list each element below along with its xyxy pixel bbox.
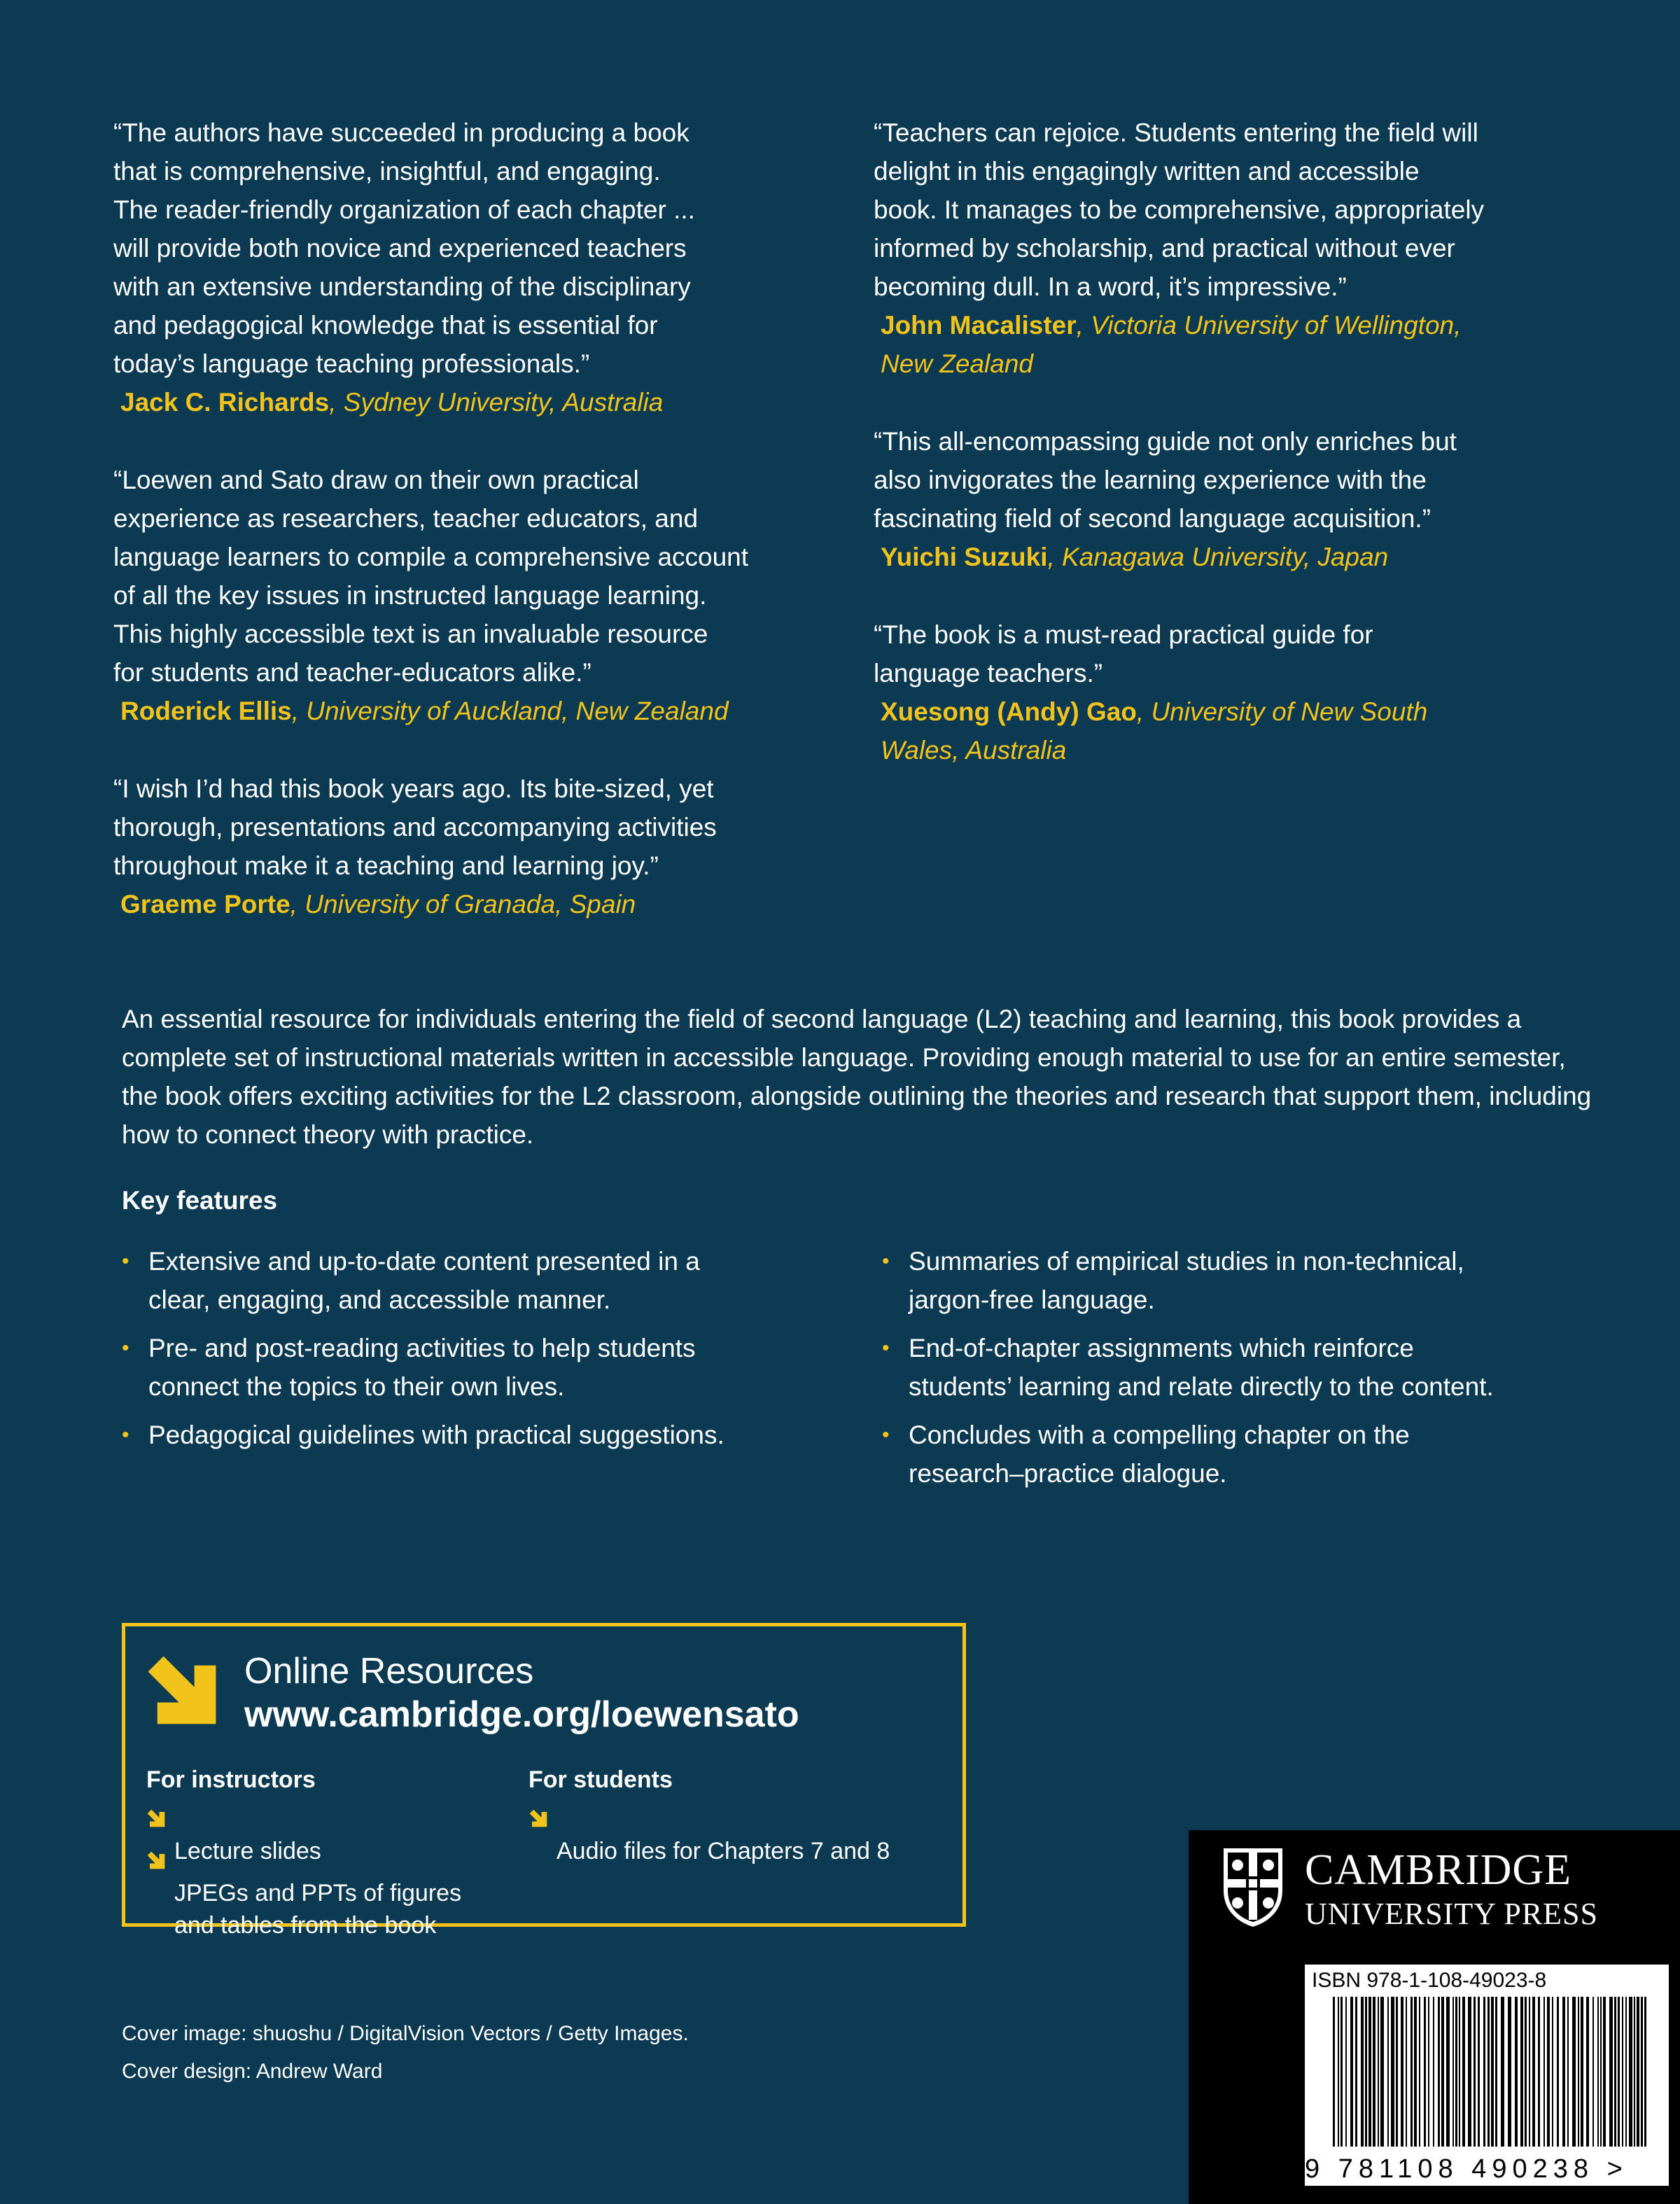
barcode-bar <box>1609 1997 1613 2147</box>
barcode-bar <box>1391 1997 1394 2147</box>
quote-author: Graeme Porte <box>120 890 290 919</box>
bullet-icon: • <box>122 1423 130 1446</box>
quote-suzuki <box>874 422 1651 576</box>
barcode-bars <box>1312 1997 1662 2147</box>
barcode-bar <box>1597 1997 1599 2147</box>
barcode-number: 9 781108 490238 > <box>1305 2154 1628 2184</box>
quote-affiliation: , University of New South Wales, Australia <box>881 697 1428 765</box>
barcode-bar <box>1508 1997 1511 2147</box>
barcode-bar <box>1491 1997 1494 2147</box>
students-heading: For students <box>528 1766 673 1793</box>
barcode-bar <box>1547 1997 1550 2147</box>
barcode-bar <box>1501 1997 1504 2147</box>
barcode-bar <box>1637 1997 1639 2147</box>
barcode-bar <box>1618 1997 1620 2147</box>
feature-item: • Concludes with a compelling chapter on the research–practice dialogue. <box>882 1416 1659 1493</box>
quotes-right-column <box>874 113 1651 809</box>
quote-text: “This all-encompassing guide not only enriches but also invigorates the learning experience with the fascinating field of second language acquisition.” <box>874 427 1457 533</box>
barcode-bar <box>1387 1997 1389 2147</box>
quotes-left-column <box>113 113 855 963</box>
barcode-bar <box>1414 1997 1417 2147</box>
feature-item: • Summaries of empirical studies in non-technical, jargon-free language. <box>882 1242 1659 1319</box>
quote-attribution <box>120 692 855 730</box>
quote-attribution <box>881 538 1651 576</box>
barcode-bar <box>1478 1997 1480 2147</box>
barcode-bar <box>1520 1997 1523 2147</box>
quote-gao <box>874 615 1651 769</box>
barcode-bar <box>1578 1997 1579 2147</box>
feature-item: • Pre- and post-reading activities to help students connect the topics to their own lives. <box>122 1329 864 1406</box>
arrow-down-right-icon <box>528 1808 548 1828</box>
publisher-name: CAMBRIDGE <box>1305 1846 1572 1894</box>
barcode-bar <box>1488 1997 1490 2147</box>
barcode-bar <box>1441 1997 1444 2147</box>
quote-affiliation: , Kanagawa University, Japan <box>1047 543 1389 571</box>
quote-author: Jack C. Richards <box>120 388 330 417</box>
quote-richards <box>113 113 855 421</box>
barcode-bar <box>1468 1997 1471 2147</box>
instructor-resource-item: JPEGs and PPTs of figures and tables from the book <box>146 1845 461 1941</box>
barcode-bar <box>1378 1997 1379 2147</box>
barcode-bar <box>1373 1997 1376 2147</box>
isbn-label: ISBN 978-1-108-49023-8 <box>1312 1969 1547 1992</box>
barcode-bar <box>1629 1997 1632 2147</box>
barcode-bar <box>1625 1997 1627 2147</box>
bullet-icon: • <box>122 1337 130 1360</box>
barcode-bar <box>1544 1997 1545 2147</box>
quote-text: “Teachers can rejoice. Students entering the field will delight in this engagingly written and accessible book. It manages to be comprehensive, appropriately informed by scholarship, and practical without ever becoming dull. In a word, it’s impressive.” <box>874 118 1485 301</box>
barcode-bar <box>1350 1997 1353 2147</box>
quote-attribution <box>881 692 1651 769</box>
quote-author: Yuichi Suzuki <box>881 543 1048 571</box>
barcode-bar <box>1586 1997 1589 2147</box>
barcode-bar <box>1361 1997 1364 2147</box>
quote-attribution <box>881 306 1651 383</box>
bullet-icon: • <box>882 1337 890 1360</box>
barcode-bar <box>1483 1997 1485 2147</box>
bullet-icon: • <box>882 1423 890 1446</box>
barcode-bar <box>1603 1997 1606 2147</box>
barcode-bar <box>1600 1997 1602 2147</box>
quote-author: Xuesong (Andy) Gao <box>881 697 1137 726</box>
arrow-down-right-icon <box>146 1808 166 1828</box>
quote-author: Roderick Ellis <box>120 697 292 725</box>
publisher-panel <box>1189 1830 1680 2204</box>
arrow-down-right-icon <box>146 1850 166 1870</box>
bullet-icon: • <box>882 1250 890 1273</box>
barcode-bar <box>1614 1997 1616 2147</box>
feature-item: • End-of-chapter assignments which reinforce students’ learning and relate directly to the content. <box>882 1329 1659 1406</box>
barcode-bar <box>1462 1997 1465 2147</box>
barcode-bar <box>1406 1997 1407 2147</box>
barcode-bar <box>1567 1997 1569 2147</box>
key-features-right <box>882 1242 1659 1502</box>
barcode-bar <box>1433 1997 1434 2147</box>
barcode-bar <box>1438 1997 1440 2147</box>
barcode-bar <box>1419 1997 1420 2147</box>
quote-affiliation: , University of Granada, Spain <box>290 890 636 919</box>
barcode-bar <box>1380 1997 1384 2147</box>
online-resources-url[interactable]: www.cambridge.org/loewensato <box>244 1694 799 1735</box>
quote-attribution <box>120 383 855 421</box>
cambridge-crest-icon <box>1221 1846 1285 1928</box>
barcode <box>1305 1965 1669 2186</box>
barcode-bar <box>1532 1997 1535 2147</box>
publisher-press: UNIVERSITY PRESS <box>1305 1897 1598 1931</box>
quote-attribution <box>120 885 855 923</box>
barcode-bar <box>1338 1997 1339 2147</box>
quote-text: “I wish I’d had this book years ago. Its bite-sized, yet thorough, presentations and accompanying activities throughout make it a teaching and learning joy.” <box>113 774 717 880</box>
barcode-bar <box>1368 1997 1371 2147</box>
barcode-bar <box>1428 1997 1429 2147</box>
barcode-bar <box>1355 1997 1357 2147</box>
barcode-bar <box>1333 1997 1335 2147</box>
barcode-bar <box>1525 1997 1527 2147</box>
quote-porte <box>113 769 855 923</box>
quote-author: John Macalister <box>881 311 1077 340</box>
cover-design-credit: Cover design: Andrew Ward <box>122 2060 383 2083</box>
barcode-bar <box>1552 1997 1553 2147</box>
barcode-bar <box>1622 1997 1623 2147</box>
barcode-bar <box>1515 1997 1518 2147</box>
quote-affiliation: , University of Auckland, New Zealand <box>291 697 729 725</box>
book-description: An essential resource for individuals entering the field of second language (L2) teaching and learning, this book provides a complete set of instructional materials written in accessible language. Providing enough material to use for an entire semester, the book offers exciting activities for the L2 classroom, alongside outlining the theories and research that support them, including how to connect theory with practice. <box>122 1005 1592 1149</box>
barcode-bar <box>1634 1997 1635 2147</box>
key-features-left <box>122 1242 864 1464</box>
barcode-bar <box>1459 1997 1460 2147</box>
barcode-bar <box>1644 1997 1646 2147</box>
barcode-bar <box>1452 1997 1454 2147</box>
quote-affiliation: , Victoria University of Wellington, New Zealand <box>881 311 1462 378</box>
barcode-bar <box>1529 1997 1530 2147</box>
feature-item: • Pedagogical guidelines with practical suggestions. <box>122 1416 864 1454</box>
key-features-heading: Key features <box>122 1186 278 1215</box>
quote-text: “The authors have succeeded in producing a book that is comprehensive, insightful, and engaging. The reader-friendly organization of each chapter ... will provide both novice and experienced teachers with an extensive understanding of the disciplinary and pedagogical knowledge that is essential for today’s language teaching professionals.” <box>113 118 695 378</box>
quote-affiliation: , Sydney University, Australia <box>329 388 664 417</box>
barcode-bar <box>1345 1997 1347 2147</box>
barcode-bar <box>1410 1997 1413 2147</box>
feature-item: • Extensive and up-to-date content presented in a clear, engaging, and accessible manner. <box>122 1242 864 1319</box>
barcode-bar <box>1538 1997 1540 2147</box>
barcode-bar <box>1401 1997 1404 2147</box>
barcode-bar <box>1572 1997 1576 2147</box>
quote-ellis <box>113 461 855 730</box>
barcode-bar <box>1557 1997 1559 2147</box>
barcode-bar <box>1581 1997 1583 2147</box>
barcode-bar <box>1474 1997 1476 2147</box>
arrow-down-right-icon <box>144 1652 220 1729</box>
online-resources-box <box>122 1623 966 1939</box>
barcode-bar <box>1446 1997 1450 2147</box>
barcode-bar <box>1340 1997 1343 2147</box>
instructors-heading: For instructors <box>146 1766 316 1793</box>
barcode-bar <box>1424 1997 1426 2147</box>
student-resource-item: Audio files for Chapters 7 and 8 <box>528 1803 890 1867</box>
barcode-bar <box>1495 1997 1497 2147</box>
barcode-bar <box>1455 1997 1457 2147</box>
instructor-resource-item: Lecture slides <box>146 1803 321 1867</box>
quote-text: “The book is a must-read practical guide for language teachers.” <box>874 620 1373 688</box>
barcode-bar <box>1365 1997 1367 2147</box>
barcode-bar <box>1641 1997 1643 2147</box>
barcode-bar <box>1396 1997 1398 2147</box>
online-resources-title: Online Resources <box>244 1651 534 1692</box>
quote-text: “Loewen and Sato draw on their own practical experience as researchers, teacher educators, and language learners to compile a comprehensive account of all the key issues in instructed language learning. This highly accessible text is an invaluable resource for students and teacher-educators alike.” <box>113 466 749 687</box>
quote-macalister <box>874 113 1651 383</box>
barcode-bar <box>1592 1997 1594 2147</box>
bullet-icon: • <box>122 1250 130 1273</box>
barcode-bar <box>1562 1997 1565 2147</box>
cover-image-credit: Cover image: shuoshu / DigitalVision Vectors / Getty Images. <box>122 2022 689 2045</box>
